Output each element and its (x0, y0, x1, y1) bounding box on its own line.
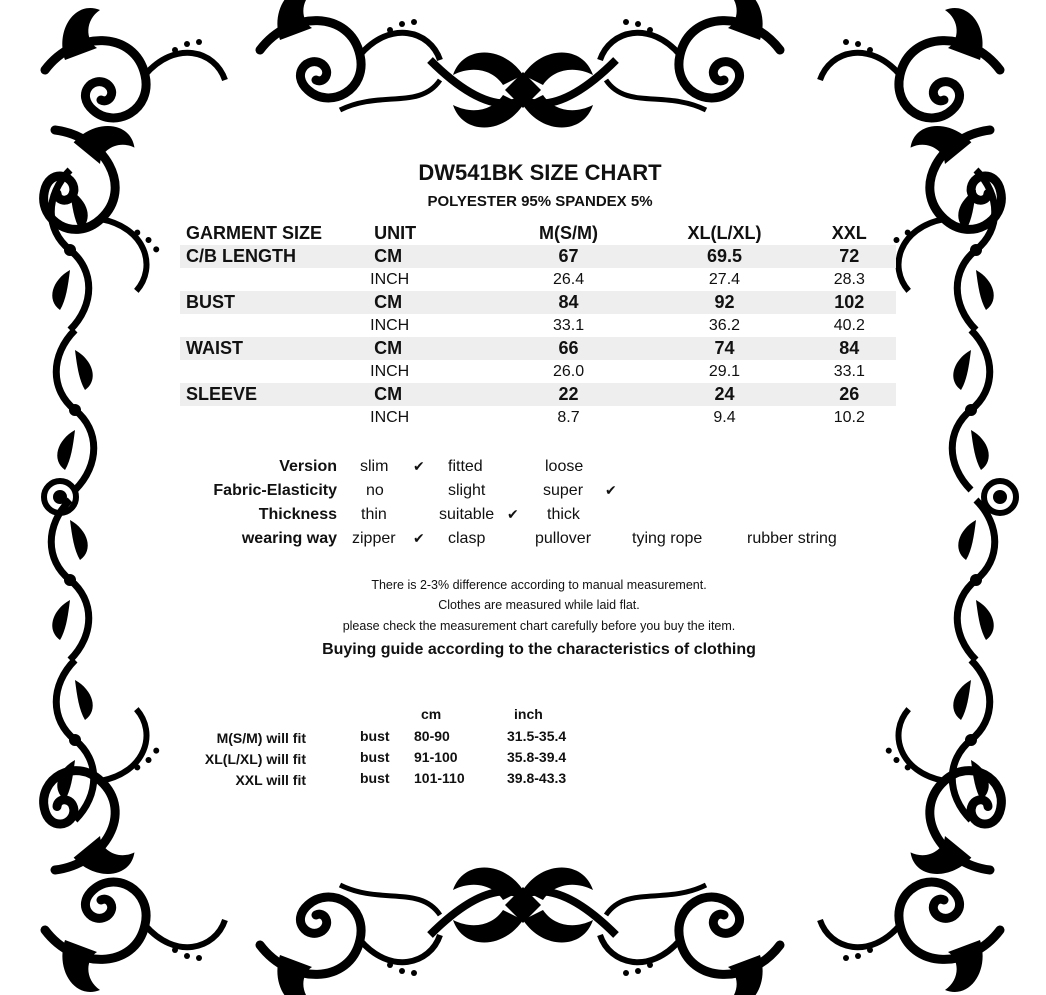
value-cell: 66 (491, 337, 647, 360)
value-cell: 26.4 (552, 270, 585, 288)
value-cell: 8.7 (557, 408, 580, 426)
value-cell: 33.1 (552, 316, 585, 334)
guide-col-inch: inch (514, 706, 543, 722)
note-line: There is 2-3% difference according to manual measurement. (371, 578, 707, 592)
buying-guide-title: Buying guide according to the characteristics of clothing (322, 641, 756, 658)
unit-cell: INCH (370, 362, 410, 380)
guide-cm: 91-100 (414, 749, 458, 765)
guide-size-label: XXL will fit (235, 772, 306, 788)
unit-cell: CM (362, 245, 491, 268)
table-row (180, 291, 896, 314)
guide-inch: 39.8-43.3 (507, 770, 567, 786)
thickness-label: Thickness (258, 506, 337, 523)
unit-cell: INCH (370, 408, 410, 426)
check-icon: ✔ (413, 458, 425, 474)
table-row (180, 360, 896, 383)
note-line: Clothes are measured while laid flat. (438, 598, 640, 612)
value-cell: 102 (803, 291, 896, 314)
table-row (180, 314, 896, 337)
guide-size-label: XL(L/XL) will fit (204, 751, 306, 767)
guide-cm: 101-110 (414, 770, 465, 786)
wearing-option: zipper (352, 530, 396, 547)
value-cell: 22 (491, 383, 647, 406)
table-row (180, 406, 896, 429)
version-option: fitted (448, 458, 483, 475)
value-cell: 28.3 (833, 270, 865, 288)
guide-cm: 80-90 (414, 728, 450, 744)
value-cell: 29.1 (708, 362, 741, 380)
value-cell: 24 (646, 383, 802, 406)
header-garment-size: GARMENT SIZE (186, 223, 323, 243)
header-size-xxl: XXL (831, 223, 867, 243)
value-cell: 10.2 (833, 408, 865, 426)
table-row (180, 383, 896, 406)
guide-size-label: M(S/M) will fit (216, 730, 306, 746)
thickness-option: thick (547, 506, 580, 523)
version-option: slim (360, 458, 389, 475)
check-icon: ✔ (605, 482, 617, 498)
table-row (180, 337, 896, 360)
measure-label: BUST (180, 291, 362, 314)
measure-label: SLEEVE (180, 383, 362, 406)
unit-cell: CM (362, 383, 491, 406)
guide-col-cm: cm (421, 706, 442, 722)
unit-cell: CM (362, 291, 491, 314)
fabric-composition: POLYESTER 95% SPANDEX 5% (427, 193, 653, 210)
elasticity-option: super (543, 482, 584, 499)
unit-cell: INCH (370, 270, 410, 288)
measure-label: C/B LENGTH (180, 245, 362, 268)
value-cell: 69.5 (646, 245, 802, 268)
guide-part: bust (360, 749, 390, 765)
value-cell: 9.4 (713, 408, 736, 426)
unit-cell: INCH (370, 316, 410, 334)
value-cell: 36.2 (708, 316, 741, 334)
header-unit: UNIT (374, 223, 417, 243)
wearing-option: clasp (448, 530, 486, 547)
unit-cell: CM (362, 337, 491, 360)
guide-part: bust (360, 728, 390, 744)
header-size-xl: XL(L/XL) (687, 223, 762, 243)
value-cell: 33.1 (833, 362, 865, 380)
wearing-option: rubber string (747, 530, 837, 547)
value-cell: 26.0 (552, 362, 585, 380)
version-option: loose (545, 458, 584, 475)
value-cell: 72 (803, 245, 896, 268)
guide-inch: 31.5-35.4 (507, 728, 567, 744)
table-row (180, 245, 896, 268)
chart-title: DW541BK SIZE CHART (418, 160, 662, 185)
check-icon: ✔ (507, 506, 519, 522)
elasticity-label: Fabric-Elasticity (213, 482, 337, 499)
value-cell: 74 (646, 337, 802, 360)
wearing-way-label: wearing way (241, 530, 337, 547)
table-row (180, 268, 896, 291)
size-table (180, 222, 896, 429)
header-size-m: M(S/M) (539, 223, 599, 243)
table-header-row (180, 222, 896, 245)
measure-label: WAIST (180, 337, 362, 360)
value-cell: 84 (803, 337, 896, 360)
thickness-option: thin (361, 506, 387, 523)
version-label: Version (279, 458, 337, 475)
check-icon: ✔ (413, 530, 425, 546)
value-cell: 27.4 (708, 270, 741, 288)
wearing-option: tying rope (632, 530, 703, 547)
value-cell: 84 (491, 291, 647, 314)
value-cell: 92 (646, 291, 802, 314)
elasticity-option: slight (448, 482, 486, 499)
value-cell: 67 (491, 245, 647, 268)
thickness-option: suitable (439, 506, 495, 523)
elasticity-option: no (366, 482, 384, 499)
value-cell: 40.2 (833, 316, 865, 334)
wearing-option: pullover (535, 530, 592, 547)
note-line: please check the measurement chart carefully before you buy the item. (342, 619, 736, 633)
guide-inch: 35.8-39.4 (507, 749, 567, 765)
value-cell: 26 (803, 383, 896, 406)
guide-part: bust (360, 770, 390, 786)
